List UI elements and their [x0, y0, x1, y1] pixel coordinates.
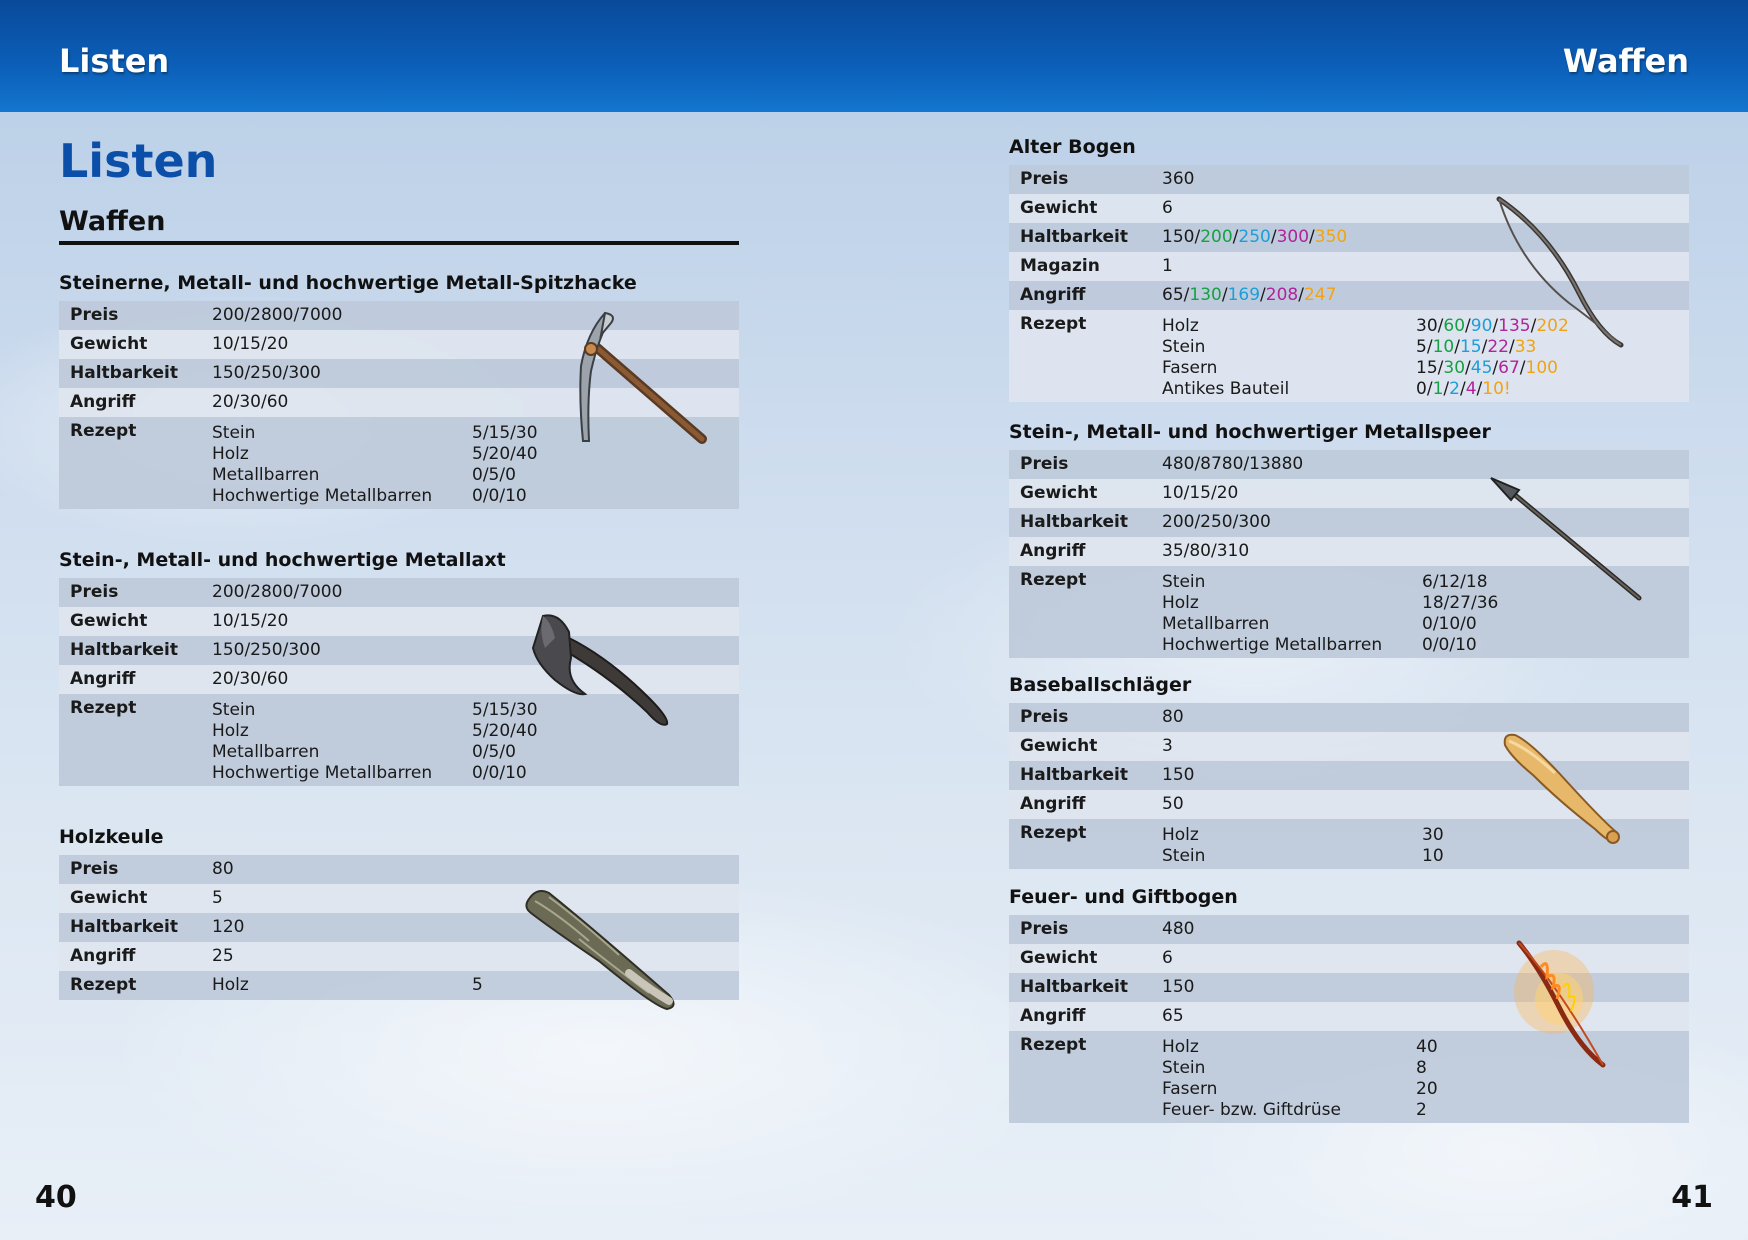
value-attack: 50	[1162, 794, 1184, 814]
value-durability: 150/250/300	[212, 363, 321, 383]
tier-4: 22	[1487, 337, 1509, 357]
recipe-name: Hochwertige Metallbarren	[212, 486, 433, 506]
label-durability: Haltbarkeit	[70, 917, 179, 937]
value-weight: 6	[1162, 198, 1173, 218]
value-durability: 200/250/300	[1162, 512, 1271, 532]
label-durability: Haltbarkeit	[1020, 227, 1129, 247]
pickaxe-icon	[559, 311, 759, 461]
item-title: Steinerne, Metall- und hochwertige Metall-Spitzhacke	[59, 272, 637, 294]
recipe-name: Holz	[1162, 825, 1199, 845]
header-bar	[0, 0, 1748, 112]
item-pickaxe	[59, 271, 739, 509]
label-weight: Gewicht	[1020, 483, 1098, 503]
label-price: Preis	[1020, 707, 1069, 727]
tier-3: 15	[1459, 337, 1482, 357]
tier-3: 2	[1449, 379, 1460, 399]
recipe-qty: 2	[1416, 1100, 1427, 1120]
bow-icon	[1489, 193, 1639, 353]
label-durability: Haltbarkeit	[70, 363, 179, 383]
recipe-name: Stein	[1162, 572, 1206, 592]
value-price: 80	[1162, 707, 1184, 727]
tier-1: 150	[1162, 227, 1195, 247]
item-title: Feuer- und Giftbogen	[1009, 886, 1238, 908]
tier-3: 169	[1227, 285, 1261, 305]
recipe-qty: 0/0/10	[1422, 635, 1477, 655]
item-axe	[59, 548, 739, 786]
value-attack: 25	[212, 946, 234, 966]
value-attack: 20/30/60	[212, 669, 289, 689]
recipe-name: Holz	[212, 975, 249, 995]
label-attack: Angriff	[1020, 285, 1086, 305]
label-recipe: Rezept	[70, 421, 137, 441]
tier-2: 1	[1432, 379, 1444, 399]
spear-icon	[1489, 476, 1649, 606]
recipe-name: Fasern	[1162, 1079, 1218, 1099]
recipe-name: Stein	[1162, 846, 1206, 866]
tier-5: 100	[1525, 358, 1558, 378]
recipe-qty: 0/10/0	[1422, 614, 1477, 634]
tier-4: 208	[1265, 285, 1299, 305]
tier-1: 5	[1416, 337, 1427, 357]
label-recipe: Rezept	[1020, 570, 1087, 590]
recipe-qty: 20	[1416, 1079, 1438, 1099]
label-durability: Haltbarkeit	[70, 640, 179, 660]
baseball-bat-icon	[1499, 729, 1639, 849]
tier-3: 250	[1238, 227, 1271, 247]
label-magazine: Magazin	[1020, 256, 1100, 276]
tier-1: 65	[1162, 285, 1184, 305]
label-attack: Angriff	[1020, 541, 1086, 561]
label-attack: Angriff	[70, 392, 136, 412]
recipe-name: Stein	[1162, 1058, 1206, 1078]
tier-5: 247	[1303, 285, 1337, 305]
label-attack: Angriff	[1020, 1006, 1086, 1026]
value-weight: 6	[1162, 948, 1173, 968]
tier-5: 10!	[1482, 379, 1511, 399]
row-price	[1009, 165, 1689, 194]
recipe-qty: 5/10/15/22/33	[1416, 337, 1537, 357]
value-durability: 150/250/300	[212, 640, 321, 660]
recipe-name: Holz	[1162, 1037, 1199, 1057]
page-title: Listen	[59, 134, 218, 188]
recipe-name: Antikes Bauteil	[1162, 379, 1290, 399]
value-price: 200/2800/7000	[212, 582, 343, 602]
section-title: Waffen	[59, 206, 739, 245]
header-left-title: Listen	[59, 42, 170, 80]
value-attack: 65/130/169/208/247	[1162, 285, 1337, 305]
row-price	[59, 578, 739, 607]
recipe-qty: 10	[1422, 846, 1444, 866]
tier-1: 15	[1416, 358, 1438, 378]
label-recipe: Rezept	[1020, 1035, 1087, 1055]
tier-3: 90	[1470, 316, 1493, 336]
club-icon	[519, 885, 739, 1015]
tier-4: 300	[1276, 227, 1310, 247]
label-weight: Gewicht	[70, 334, 148, 354]
label-weight: Gewicht	[70, 611, 148, 631]
label-weight: Gewicht	[1020, 198, 1098, 218]
axe-icon	[529, 608, 729, 738]
recipe-name: Metallbarren	[212, 742, 320, 762]
item-fire-bow	[1009, 885, 1689, 1123]
label-price: Preis	[70, 859, 119, 879]
label-durability: Haltbarkeit	[1020, 765, 1129, 785]
recipe-qty: 15/30/45/67/100	[1416, 358, 1558, 378]
tier-5: 202	[1536, 316, 1569, 336]
tier-2: 30	[1443, 358, 1466, 378]
recipe-qty: 40	[1416, 1037, 1438, 1057]
item-title: Holzkeule	[59, 826, 164, 848]
value-attack: 65	[1162, 1006, 1184, 1026]
tier-4: 4	[1465, 379, 1477, 399]
tier-5: 33	[1514, 337, 1537, 357]
item-spear	[1009, 420, 1689, 658]
label-recipe: Rezept	[70, 975, 137, 995]
recipe-qty: 18/27/36	[1422, 593, 1499, 613]
tier-2: 200	[1200, 227, 1233, 247]
label-weight: Gewicht	[1020, 948, 1098, 968]
value-durability: 120	[212, 917, 245, 937]
recipe-name: Holz	[1162, 593, 1199, 613]
recipe-name: Stein	[212, 423, 256, 443]
row-price	[59, 855, 739, 884]
page-number-left: 40	[35, 1180, 77, 1215]
value-weight: 10/15/20	[1162, 483, 1239, 503]
item-old-bow	[1009, 135, 1689, 402]
value-attack: 35/80/310	[1162, 541, 1250, 561]
label-recipe: Rezept	[1020, 823, 1087, 843]
recipe-qty: 30	[1422, 825, 1444, 845]
recipe-name: Holz	[212, 721, 249, 741]
value-weight: 10/15/20	[212, 611, 289, 631]
value-durability: 150	[1162, 765, 1195, 785]
recipe-qty: 5/15/30	[472, 423, 538, 443]
label-price: Preis	[70, 305, 119, 325]
row-price	[1009, 703, 1689, 732]
recipe-qty: 5/20/40	[472, 721, 538, 741]
label-recipe: Rezept	[70, 698, 137, 718]
recipe-name: Holz	[1162, 316, 1199, 336]
tier-4: 67	[1498, 358, 1520, 378]
label-weight: Gewicht	[1020, 736, 1098, 756]
recipe-qty: 0/0/10	[472, 763, 527, 783]
value-durability: 150	[1162, 977, 1195, 997]
item-bat	[1009, 673, 1689, 869]
value-magazine: 1	[1162, 256, 1173, 276]
value-durability: 150/200/250/300/350	[1162, 227, 1348, 247]
item-club	[59, 825, 739, 1000]
value-price: 200/2800/7000	[212, 305, 343, 325]
recipe-qty: 0/5/0	[472, 465, 516, 485]
label-price: Preis	[70, 582, 119, 602]
recipe-name: Stein	[212, 700, 256, 720]
label-durability: Haltbarkeit	[1020, 512, 1129, 532]
value-price: 480	[1162, 919, 1195, 939]
value-price: 360	[1162, 169, 1195, 189]
label-recipe: Rezept	[1020, 314, 1087, 334]
label-attack: Angriff	[70, 946, 136, 966]
tier-2: 10	[1432, 337, 1455, 357]
label-price: Preis	[1020, 919, 1069, 939]
value-attack: 20/30/60	[212, 392, 289, 412]
value-price: 480/8780/13880	[1162, 454, 1304, 474]
item-title: Alter Bogen	[1009, 136, 1136, 158]
item-title: Stein-, Metall- und hochwertige Metallaxt	[59, 549, 506, 571]
tier-3: 45	[1470, 358, 1493, 378]
label-price: Preis	[1020, 169, 1069, 189]
recipe-qty: 0/1/2/4/10!	[1416, 379, 1511, 399]
recipe-qty: 5/20/40	[472, 444, 538, 464]
row-price	[1009, 450, 1689, 479]
recipe-qty: 0/0/10	[472, 486, 527, 506]
label-durability: Haltbarkeit	[1020, 977, 1129, 997]
tier-1: 30	[1416, 316, 1438, 336]
recipe-name: Feuer- bzw. Giftdrüse	[1162, 1100, 1341, 1120]
tier-5: 350	[1314, 227, 1348, 247]
value-weight: 5	[212, 888, 223, 908]
label-weight: Gewicht	[70, 888, 148, 908]
value-price: 80	[212, 859, 234, 879]
page-number-right: 41	[1671, 1180, 1713, 1215]
recipe-qty: 5/15/30	[472, 700, 538, 720]
tier-4: 135	[1498, 316, 1531, 336]
label-attack: Angriff	[70, 669, 136, 689]
recipe-name: Stein	[1162, 337, 1206, 357]
recipe-name: Hochwertige Metallbarren	[1162, 635, 1383, 655]
fire-bow-icon	[1499, 937, 1629, 1077]
recipe-qty: 30/60/90/135/202	[1416, 316, 1569, 336]
tier-2: 60	[1443, 316, 1466, 336]
label-price: Preis	[1020, 454, 1069, 474]
tier-1: 0	[1416, 379, 1427, 399]
value-weight: 3	[1162, 736, 1173, 756]
recipe-name: Metallbarren	[212, 465, 320, 485]
value-weight: 10/15/20	[212, 334, 289, 354]
recipe-name: Holz	[212, 444, 249, 464]
recipe-qty: 5	[472, 975, 483, 995]
recipe-qty: 0/5/0	[472, 742, 516, 762]
header-right-title: Waffen	[1562, 42, 1689, 80]
recipe-qty: 8	[1416, 1058, 1427, 1078]
item-title: Baseballschläger	[1009, 674, 1192, 696]
recipe-name: Hochwertige Metallbarren	[212, 763, 433, 783]
item-title: Stein-, Metall- und hochwertiger Metallspeer	[1009, 421, 1491, 443]
recipe-name: Fasern	[1162, 358, 1218, 378]
recipe-qty: 6/12/18	[1422, 572, 1488, 592]
label-attack: Angriff	[1020, 794, 1086, 814]
recipe-name: Metallbarren	[1162, 614, 1270, 634]
tier-2: 130	[1189, 285, 1222, 305]
